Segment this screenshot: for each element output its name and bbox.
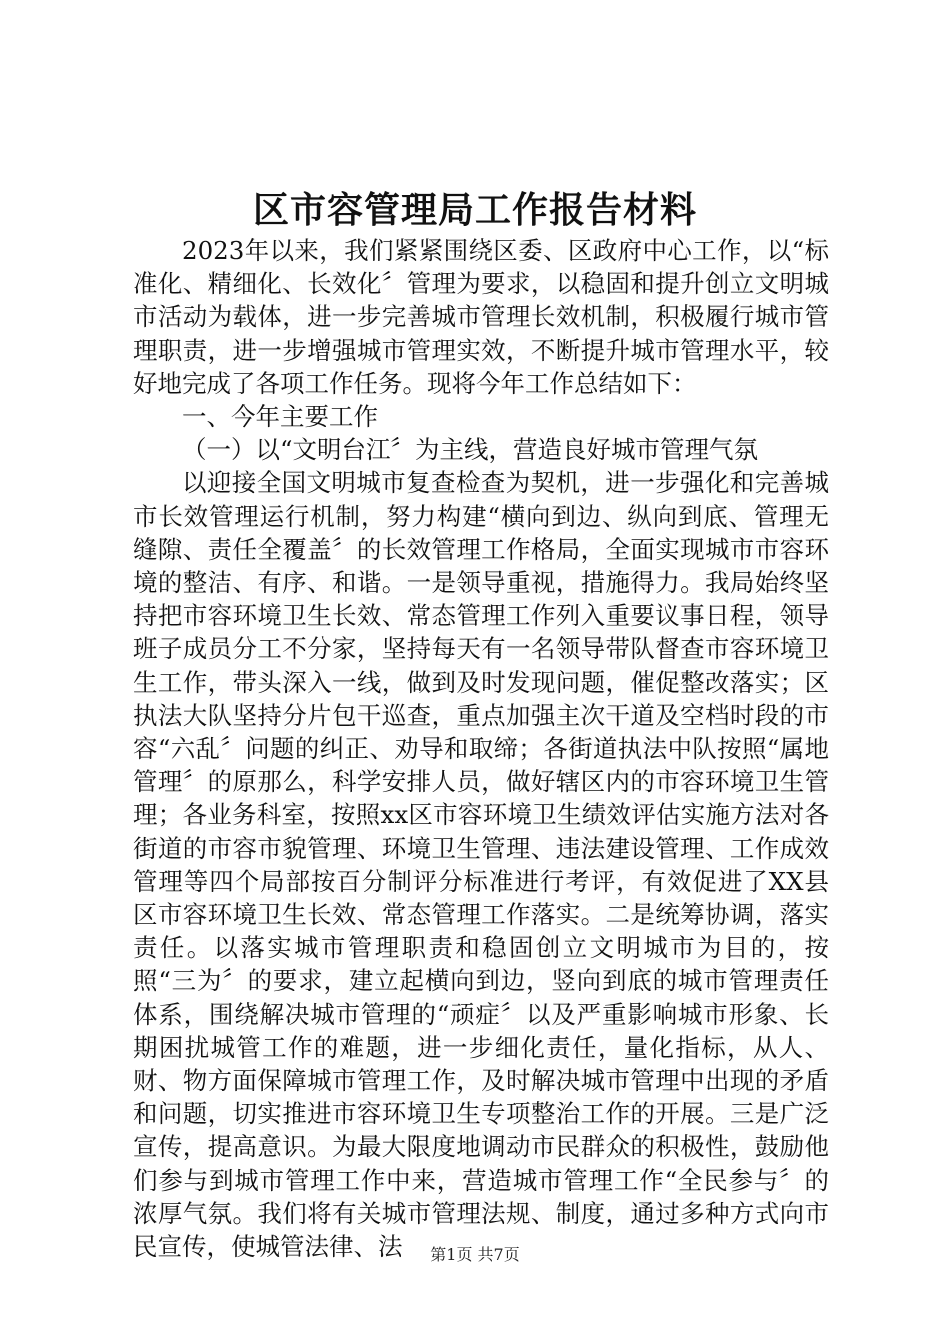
document-title: 区市容管理局工作报告材料 xyxy=(252,189,697,231)
section-heading: 一、今年主要工作 xyxy=(182,402,378,432)
subsection-heading: （一）以“文明台江〞为主线，营造良好城市管理气氛 xyxy=(182,435,759,465)
body-paragraph: 以迎接全国文明城市复查检查为契机，进一步强化和完善城市长效管理运行机制，努力构建“横向到边、纵向到底、管理无缝隙、责任全覆盖〞的长效管理工作格局，全面实现城市市容环境的整洁、有序、和谐。一是领导重视，措施得力。我局始终坚持把市容环境卫生长效、常态管理工作列入重要议事日程，领导班子成员分工不分家，坚持每天有一名领导带队督查市容环境卫生工作，带头深入一线，做到及时发现问题，催促整改落实；区执法大队坚持分片包干巡查，重点加强主次干道及空档时段的市容“六乱〞问题的纠正、劝导和取缔；各街道执法中队按照“属地管理〞的原那么，科学安排人员，做好辖区内的市容环境卫生管理；各业务科室，按照xx区市容环境卫生绩效评估实施方法对各街道的市容市貌管理、环境卫生管理、违法建设管理、工作成效管理等四个局部按百分制评分标准进行考评，有效促进了XX县区市容环境卫生长效、常态管理工作落实。二是统筹协调，落实责任。以落实城市管理职责和稳固创立文明城市为目的，按照“三为〞的要求，建立起横向到边，竖向到底的城市管理责任体系，围绕解决城市管理的“顽症〞以及严重影响城市形象、长期困扰城管工作的难题，进一步细化责任，量化指标，从人、财、物方面保障城市管理工作，及时解决城市管理中出现的矛盾和问题，切实推进市容环境卫生专项整治工作的开展。三是广泛宣传，提高意识。为最大限度地调动市民群众的积极性，鼓励他们参与到城市管理工作中来，营造城市管理工作“全民参与〞的浓厚气氛。我们将有关城市管理法规、制度，通过多种方式向市民宣传，使城管法律、法 xyxy=(133,468,829,1262)
page-footer: 第1页 共7页 xyxy=(430,1245,520,1264)
document-body xyxy=(133,234,829,1263)
intro-paragraph: 2023年以来，我们紧紧围绕区委、区政府中心工作，以“标准化、精细化、长效化〞管理为要求，以稳固和提升创立文明城市活动为载体，进一步完善城市管理长效机制，积极履行城市管理职责，进一步增强城市管理实效，不断提升城市管理水平，较好地完成了各项工作任务。现将今年工作总结如下： xyxy=(133,236,829,398)
